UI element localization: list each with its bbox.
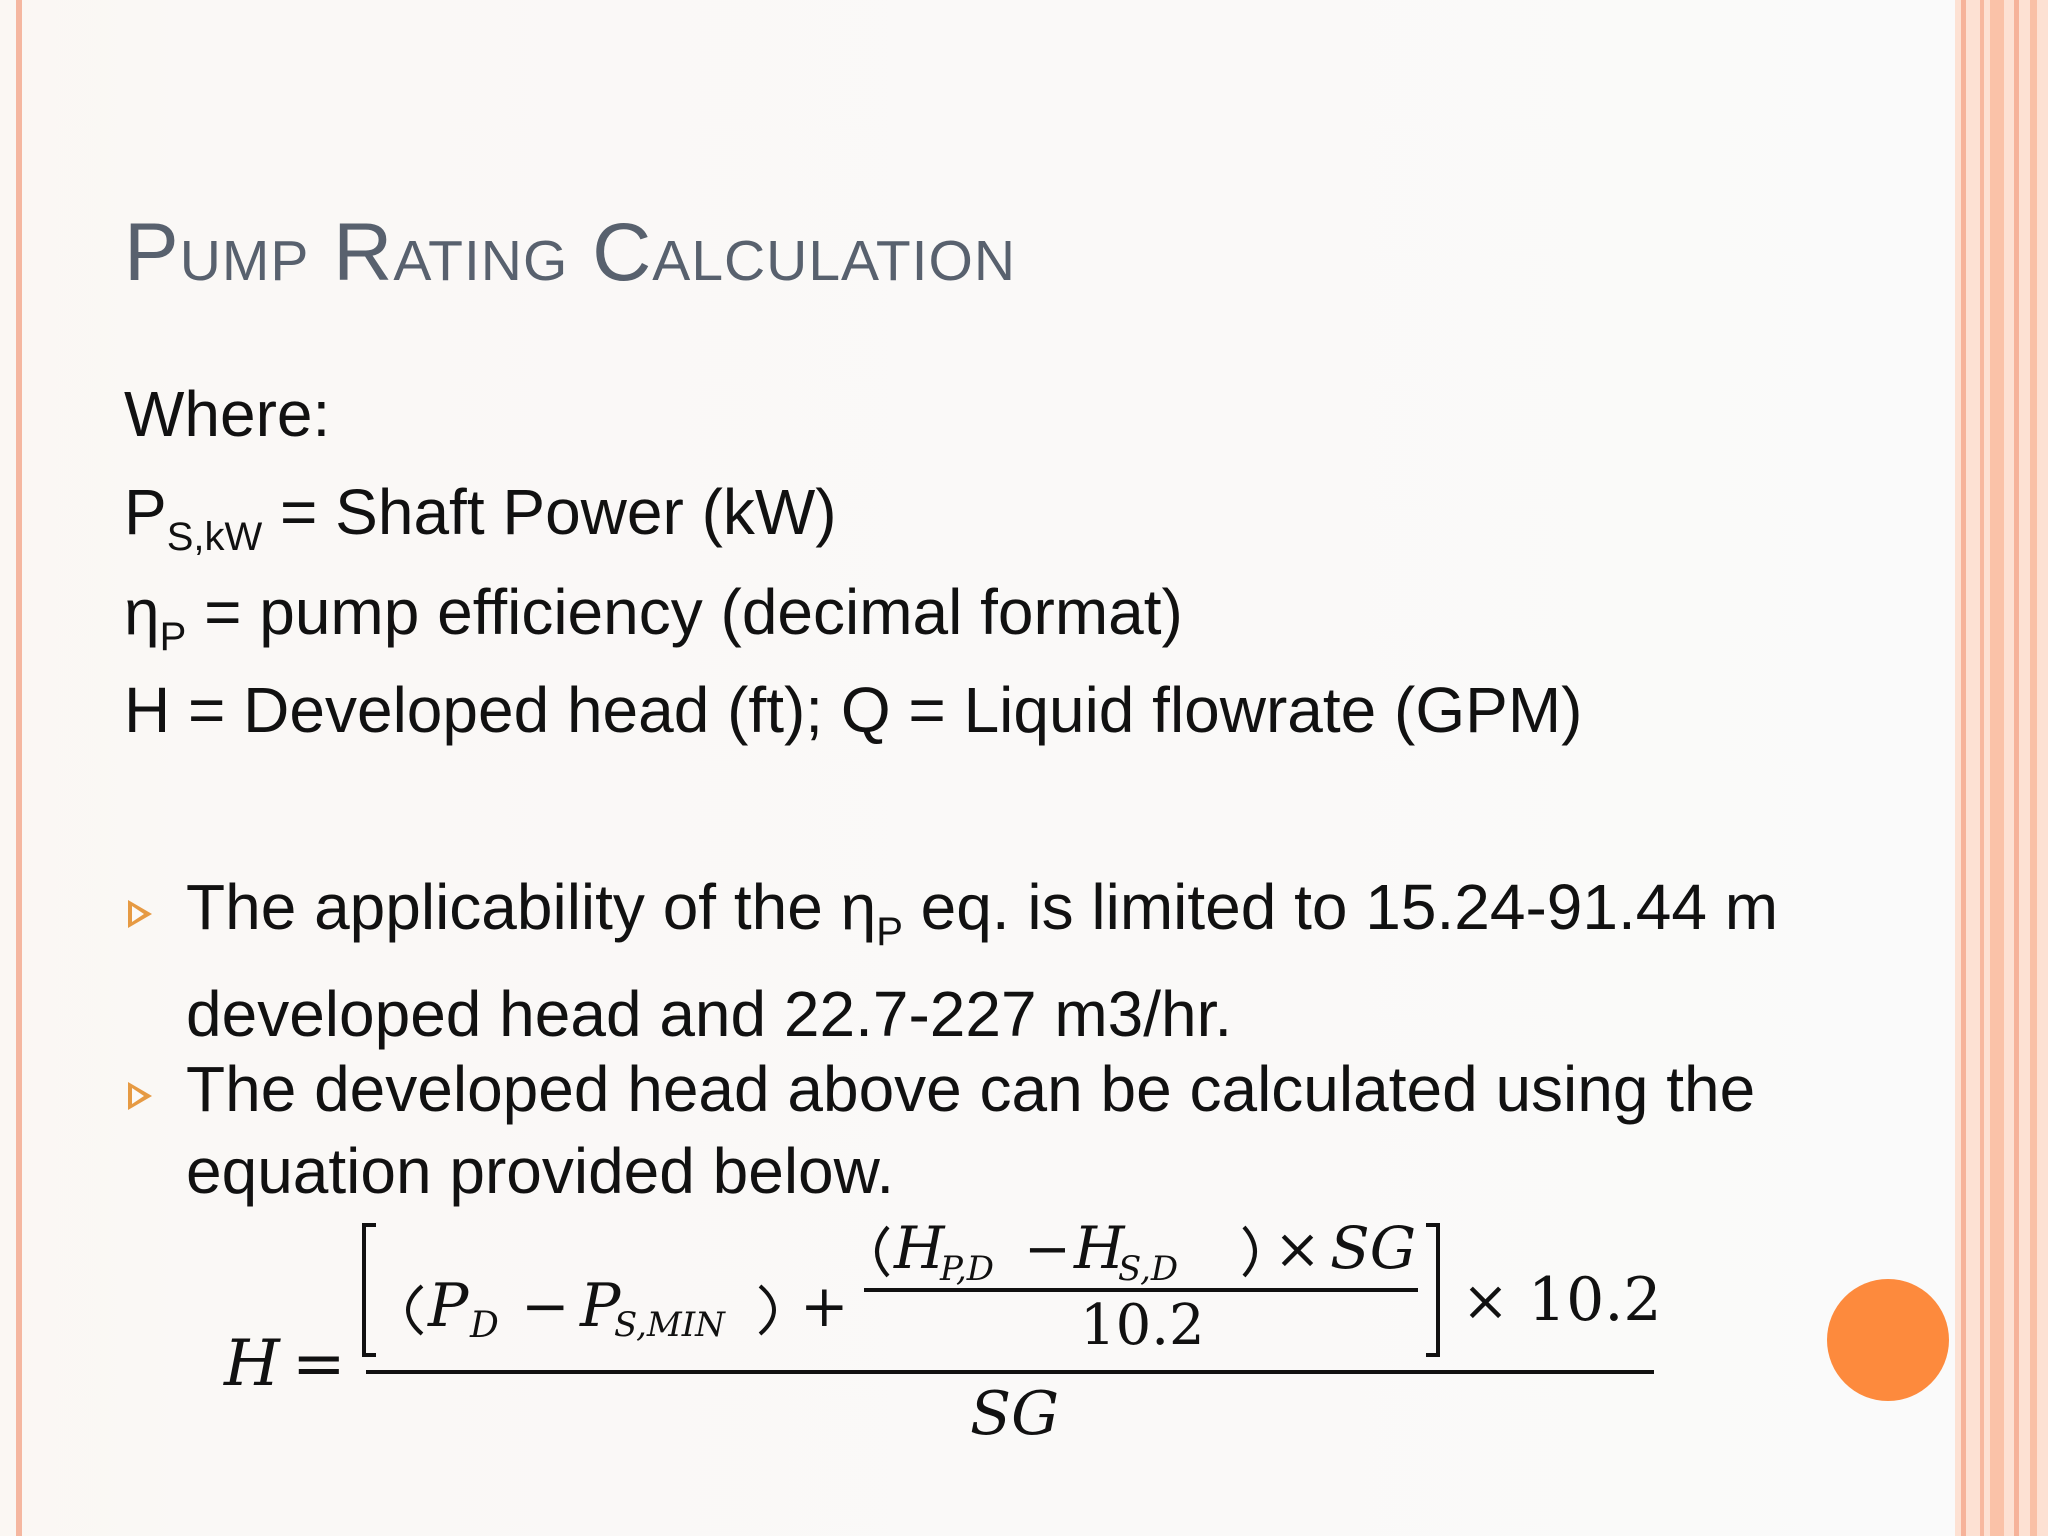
right-border-line (2030, 0, 2037, 1536)
sg-symbol: SG (1330, 1214, 1417, 1282)
equation-equals: = (292, 1327, 346, 1401)
factor: 10.2 (1528, 1265, 1662, 1335)
left-bracket (364, 1225, 376, 1355)
times-sign: × (1462, 1269, 1509, 1334)
pd-symbol: P (428, 1271, 469, 1341)
where-label: Where: (124, 378, 331, 450)
hs-subscript: S,D (1118, 1249, 1179, 1289)
open-paren (877, 1227, 888, 1276)
minus-sign: − (521, 1272, 570, 1340)
bullet-subscript: P (876, 910, 903, 954)
minus-sign: − (1024, 1217, 1071, 1282)
divisor: 10.2 (1080, 1293, 1205, 1358)
definition-head-flowrate: H = Developed head (ft); Q = Liquid flowrate (GPM) (124, 674, 1583, 746)
times-sign: × (1274, 1217, 1321, 1282)
close-paren (1244, 1227, 1255, 1276)
definition-symbol: P (124, 476, 167, 548)
slide-title: Pump Rating Calculation (124, 207, 1016, 298)
definition-symbol: η (124, 576, 160, 648)
equation-lhs: H (224, 1327, 280, 1401)
right-border-line (1990, 0, 2004, 1536)
definition-subscript: P (159, 615, 187, 659)
definition-shaft-power (124, 476, 837, 559)
decorative-orange-circle (1827, 1279, 1949, 1401)
right-border-line (2014, 0, 2019, 1536)
bullet-applicability (186, 866, 1786, 1055)
definition-subscript: S,kW (166, 515, 263, 559)
left-border-stripe (16, 0, 22, 1536)
bullet-developed-head: The developed head above can be calculated using the equation provided below. (186, 1053, 1756, 1207)
bullet-arrow-icon (128, 900, 152, 928)
plus-sign: + (800, 1272, 849, 1340)
bullet-text-part: The applicability of the η (186, 871, 877, 943)
ps-symbol: P (580, 1271, 621, 1341)
denominator: SG (970, 1379, 1060, 1449)
definition-text: = Shaft Power (kW) (262, 476, 837, 548)
developed-head-equation (200, 1200, 1680, 1460)
right-bracket (1426, 1225, 1438, 1355)
bullet-arrow-icon (128, 1082, 152, 1110)
hp-symbol: H (894, 1214, 945, 1282)
right-border-line (1961, 0, 1966, 1536)
definition-pump-efficiency (124, 576, 1183, 659)
ps-subscript: S,MIN (614, 1305, 725, 1345)
pd-subscript: D (470, 1305, 499, 1346)
bullet-text-part: eq. is limited to 15.24-91.44 m developed head and 22.7-227 m3/hr. (186, 871, 1778, 1050)
definition-text: = pump efficiency (decimal format) (186, 576, 1183, 648)
open-paren (408, 1286, 422, 1334)
hp-subscript: P,D (940, 1249, 995, 1289)
right-border-line (1980, 0, 1984, 1536)
close-paren (760, 1286, 774, 1334)
hs-symbol: H (1074, 1214, 1125, 1282)
